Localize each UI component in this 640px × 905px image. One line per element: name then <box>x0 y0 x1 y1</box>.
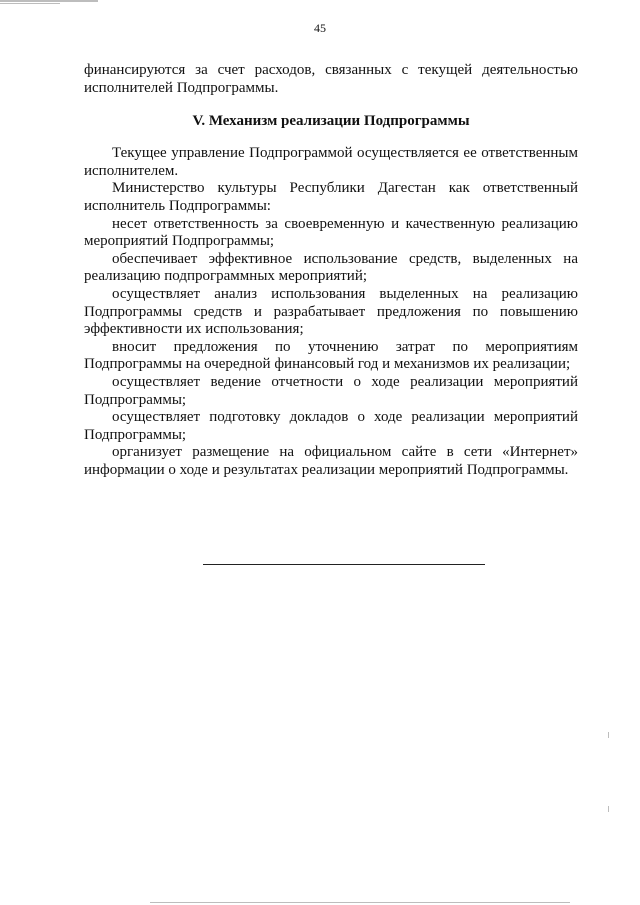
section-heading: V. Механизм реализации Подпрограммы <box>192 113 470 130</box>
paragraph-ministry-role: Министерство культуры Республики Дагестан как ответственный исполнитель Подпрограммы: <box>84 180 578 214</box>
paragraph-publication: организует размещение на официальном сайте в сети «Интернет» информации о ходе и результатах реализации мероприятий Подпрограммы. <box>84 444 578 478</box>
scan-artifact-top-left-2 <box>0 3 60 4</box>
paragraph-reporting: осуществляет ведение отчетности о ходе реализации мероприятий Подпрограммы; <box>84 373 578 408</box>
scan-artifact-right-edge <box>608 732 609 738</box>
page-number: 45 <box>314 21 326 35</box>
paragraph-effective-use: обеспечивает эффективное использование средств, выделенных на реализацию подпрограммных мероприятий; <box>84 250 578 285</box>
document-body <box>84 62 578 479</box>
paragraph-responsibility: несет ответственность за своевременную и качественную реализацию мероприятий Подпрограммы; <box>84 215 578 250</box>
scan-artifact-right-edge-2 <box>608 806 609 812</box>
paragraph-analysis: осуществляет анализ использования выделенных на реализацию Подпрограммы средств и разрабатывает предложения по повышению эффективности их использования; <box>84 285 578 338</box>
paragraph-proposals: вносит предложения по уточнению затрат по мероприятиям Подпрограммы на очередной финансовый год и механизмов их реализации; <box>84 338 578 373</box>
scan-artifact-top-left <box>0 0 98 2</box>
intro-paragraph: финансируются за счет расходов, связанных с текущей деятельностью исполнителей Подпрограммы. <box>84 62 578 96</box>
paragraph-current-management: Текущее управление Подпрограммой осуществляется ее ответственным исполнителем. <box>84 145 578 179</box>
end-of-text-rule <box>203 564 485 565</box>
scan-artifact-bottom <box>150 902 570 903</box>
paragraph-reports-preparation: осуществляет подготовку докладов о ходе реализации мероприятий Подпрограммы; <box>84 409 578 443</box>
